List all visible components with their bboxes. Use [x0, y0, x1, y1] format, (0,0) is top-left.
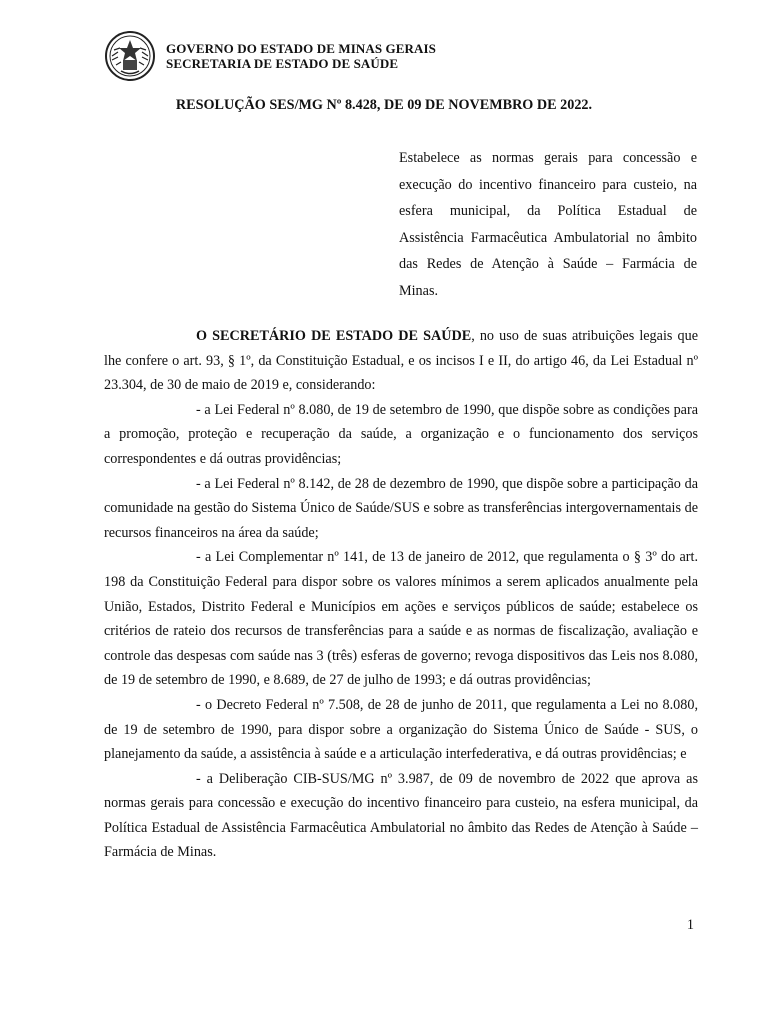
consideration-item: - a Lei Federal nº 8.080, de 19 de setembro de 1990, que dispõe sobre as condições para a promoção, proteção e recuperação da saúde, a organização e o funcionamento dos serviços correspondentes e dá outras providências; [104, 401, 698, 467]
government-name: GOVERNO DO ESTADO DE MINAS GERAIS [166, 41, 436, 56]
letterhead-text [166, 41, 436, 71]
resolution-body [104, 324, 698, 865]
letterhead [104, 30, 436, 82]
authority-name: O SECRETÁRIO DE ESTADO DE SAÚDE [196, 328, 472, 344]
preamble-paragraph [104, 324, 698, 398]
page-number: 1 [686, 917, 694, 933]
consideration-item: - a Deliberação CIB-SUS/MG nº 3.987, de 09 de novembro de 2022 que aprova as normas gerais para concessão e execução do incentivo financeiro para custeio, na esfera municipal, da Política Estadual de Assistência Farmacêutica Ambulatorial no âmbito das Redes de Atenção à Saúde – Farmácia de Minas. [104, 770, 698, 861]
coat-of-arms-icon [104, 30, 156, 82]
consideration-item: - a Lei Complementar nº 141, de 13 de janeiro de 2012, que regulamenta o § 3º do art. 198 da Constituição Federal para dispor sobre os valores mínimos a serem aplicados anualmente pela União, Estados, Distrito Federal e Municípios em ações e serviços públicos de saúde; estabelece os critérios de rateio dos recursos de transferências para a saúde e as normas de fiscalização, avaliação e controle das despesas com saúde nas 3 (três) esferas de governo; revoga dispositivos das Leis nos 8.080, de 19 de setembro de 1990, e 8.689, de 27 de julho de 1993; e dá outras providências; [104, 549, 698, 689]
consideration-item: - o Decreto Federal nº 7.508, de 28 de junho de 2011, que regulamenta a Lei no 8.080, de 19 de setembro de 1990, para dispor sobre a organização do Sistema Único de Saúde - SUS, o planejamento da saúde, a assistência à saúde e a articulação interfederativa, e dá outras providências; e [104, 696, 698, 763]
consideration-item: - a Lei Federal nº 8.142, de 28 de dezembro de 1990, que dispõe sobre a participação da comunidade na gestão do Sistema Único de Saúde/SUS e sobre as transferências intergovernamentais de recursos financeiros na área da saúde; [104, 475, 698, 541]
secretariat-name: SECRETARIA DE ESTADO DE SAÚDE [166, 56, 399, 71]
resolution-title: RESOLUÇÃO SES/MG Nº 8.428, DE 09 DE NOVEMBRO DE 2022. [175, 97, 593, 113]
preamble-text: , no uso de suas atribuições legais que lhe confere o art. 93, § 1º, da Constituição Estadual, e os incisos I e II, do artigo 46, da Lei Estadual nº 23.304, de 30 de maio de 2019 e, considerando: [104, 328, 699, 394]
ementa: Estabelece as normas gerais para concessão e execução do incentivo financeiro para custeio, na esfera municipal, da Política Estadual de Assistência Farmacêutica Ambulatorial no âmbito das Redes de Atenção à Saúde – Farmácia de Minas. [399, 150, 697, 299]
